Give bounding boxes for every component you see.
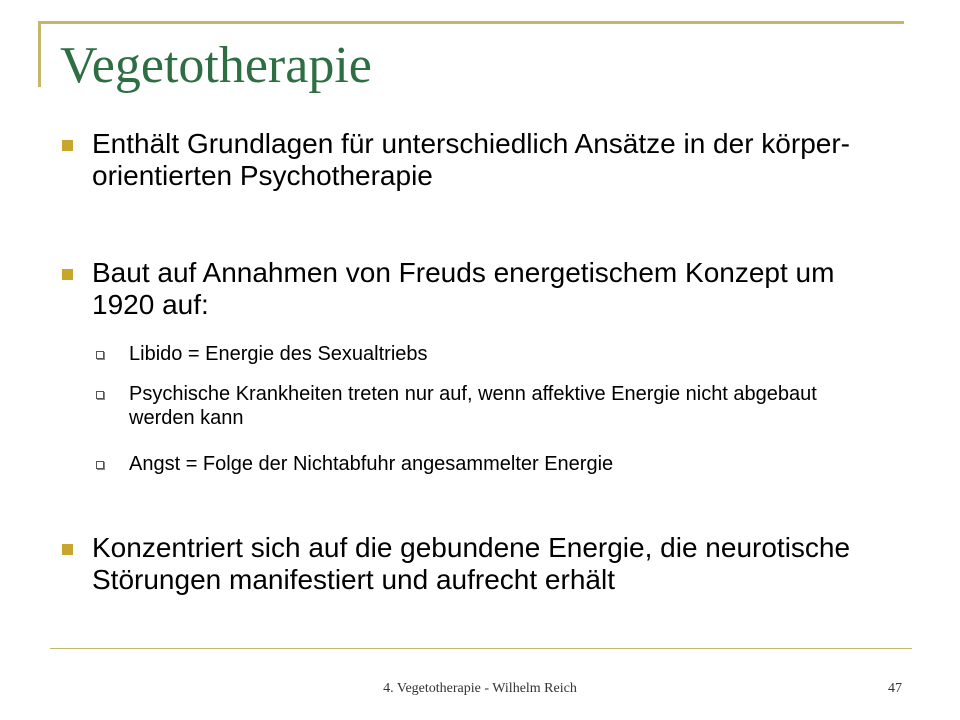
sub-bullet-item (95, 342, 855, 366)
sub-bullet-text: Psychische Krankheiten treten nur auf, wenn affektive Energie nicht abgebaut werden kann (129, 383, 817, 429)
square-bullet-icon (62, 140, 73, 151)
square-bullet-icon (62, 544, 73, 555)
sub-bullet-text: Angst = Folge der Nichtabfuhr angesammelter Energie (129, 453, 614, 475)
page-number: 47 (888, 681, 902, 696)
hollow-square-bullet-icon (96, 461, 104, 469)
sub-bullet-text: Libido = Energie des Sexualtriebs (129, 343, 428, 365)
slide-title: Vegetotherapie (60, 37, 372, 94)
bullet-text: Baut auf Annahmen von Freuds energetischem Konzept um 1920 auf: (92, 257, 835, 320)
hollow-square-bullet-icon (96, 351, 104, 359)
sub-bullet-item (95, 452, 855, 476)
frame-top-line (38, 21, 904, 24)
footer-divider-line (50, 648, 912, 649)
hollow-square-bullet-icon (96, 391, 104, 399)
bullet-text: Enthält Grundlagen für unterschiedlich Ansätze in der körper-orientierten Psychotherapie (92, 128, 850, 191)
sub-bullet-item (95, 382, 855, 430)
bullet-item (62, 532, 852, 596)
bullet-item (62, 128, 852, 192)
square-bullet-icon (62, 269, 73, 280)
footer-text: 4. Vegetotherapie - Wilhelm Reich (383, 681, 577, 696)
frame-left-line (38, 21, 41, 87)
bullet-text: Konzentriert sich auf die gebundene Energie, die neurotische Störungen manifestiert und aufrecht erhält (92, 532, 851, 595)
bullet-item (62, 257, 852, 321)
